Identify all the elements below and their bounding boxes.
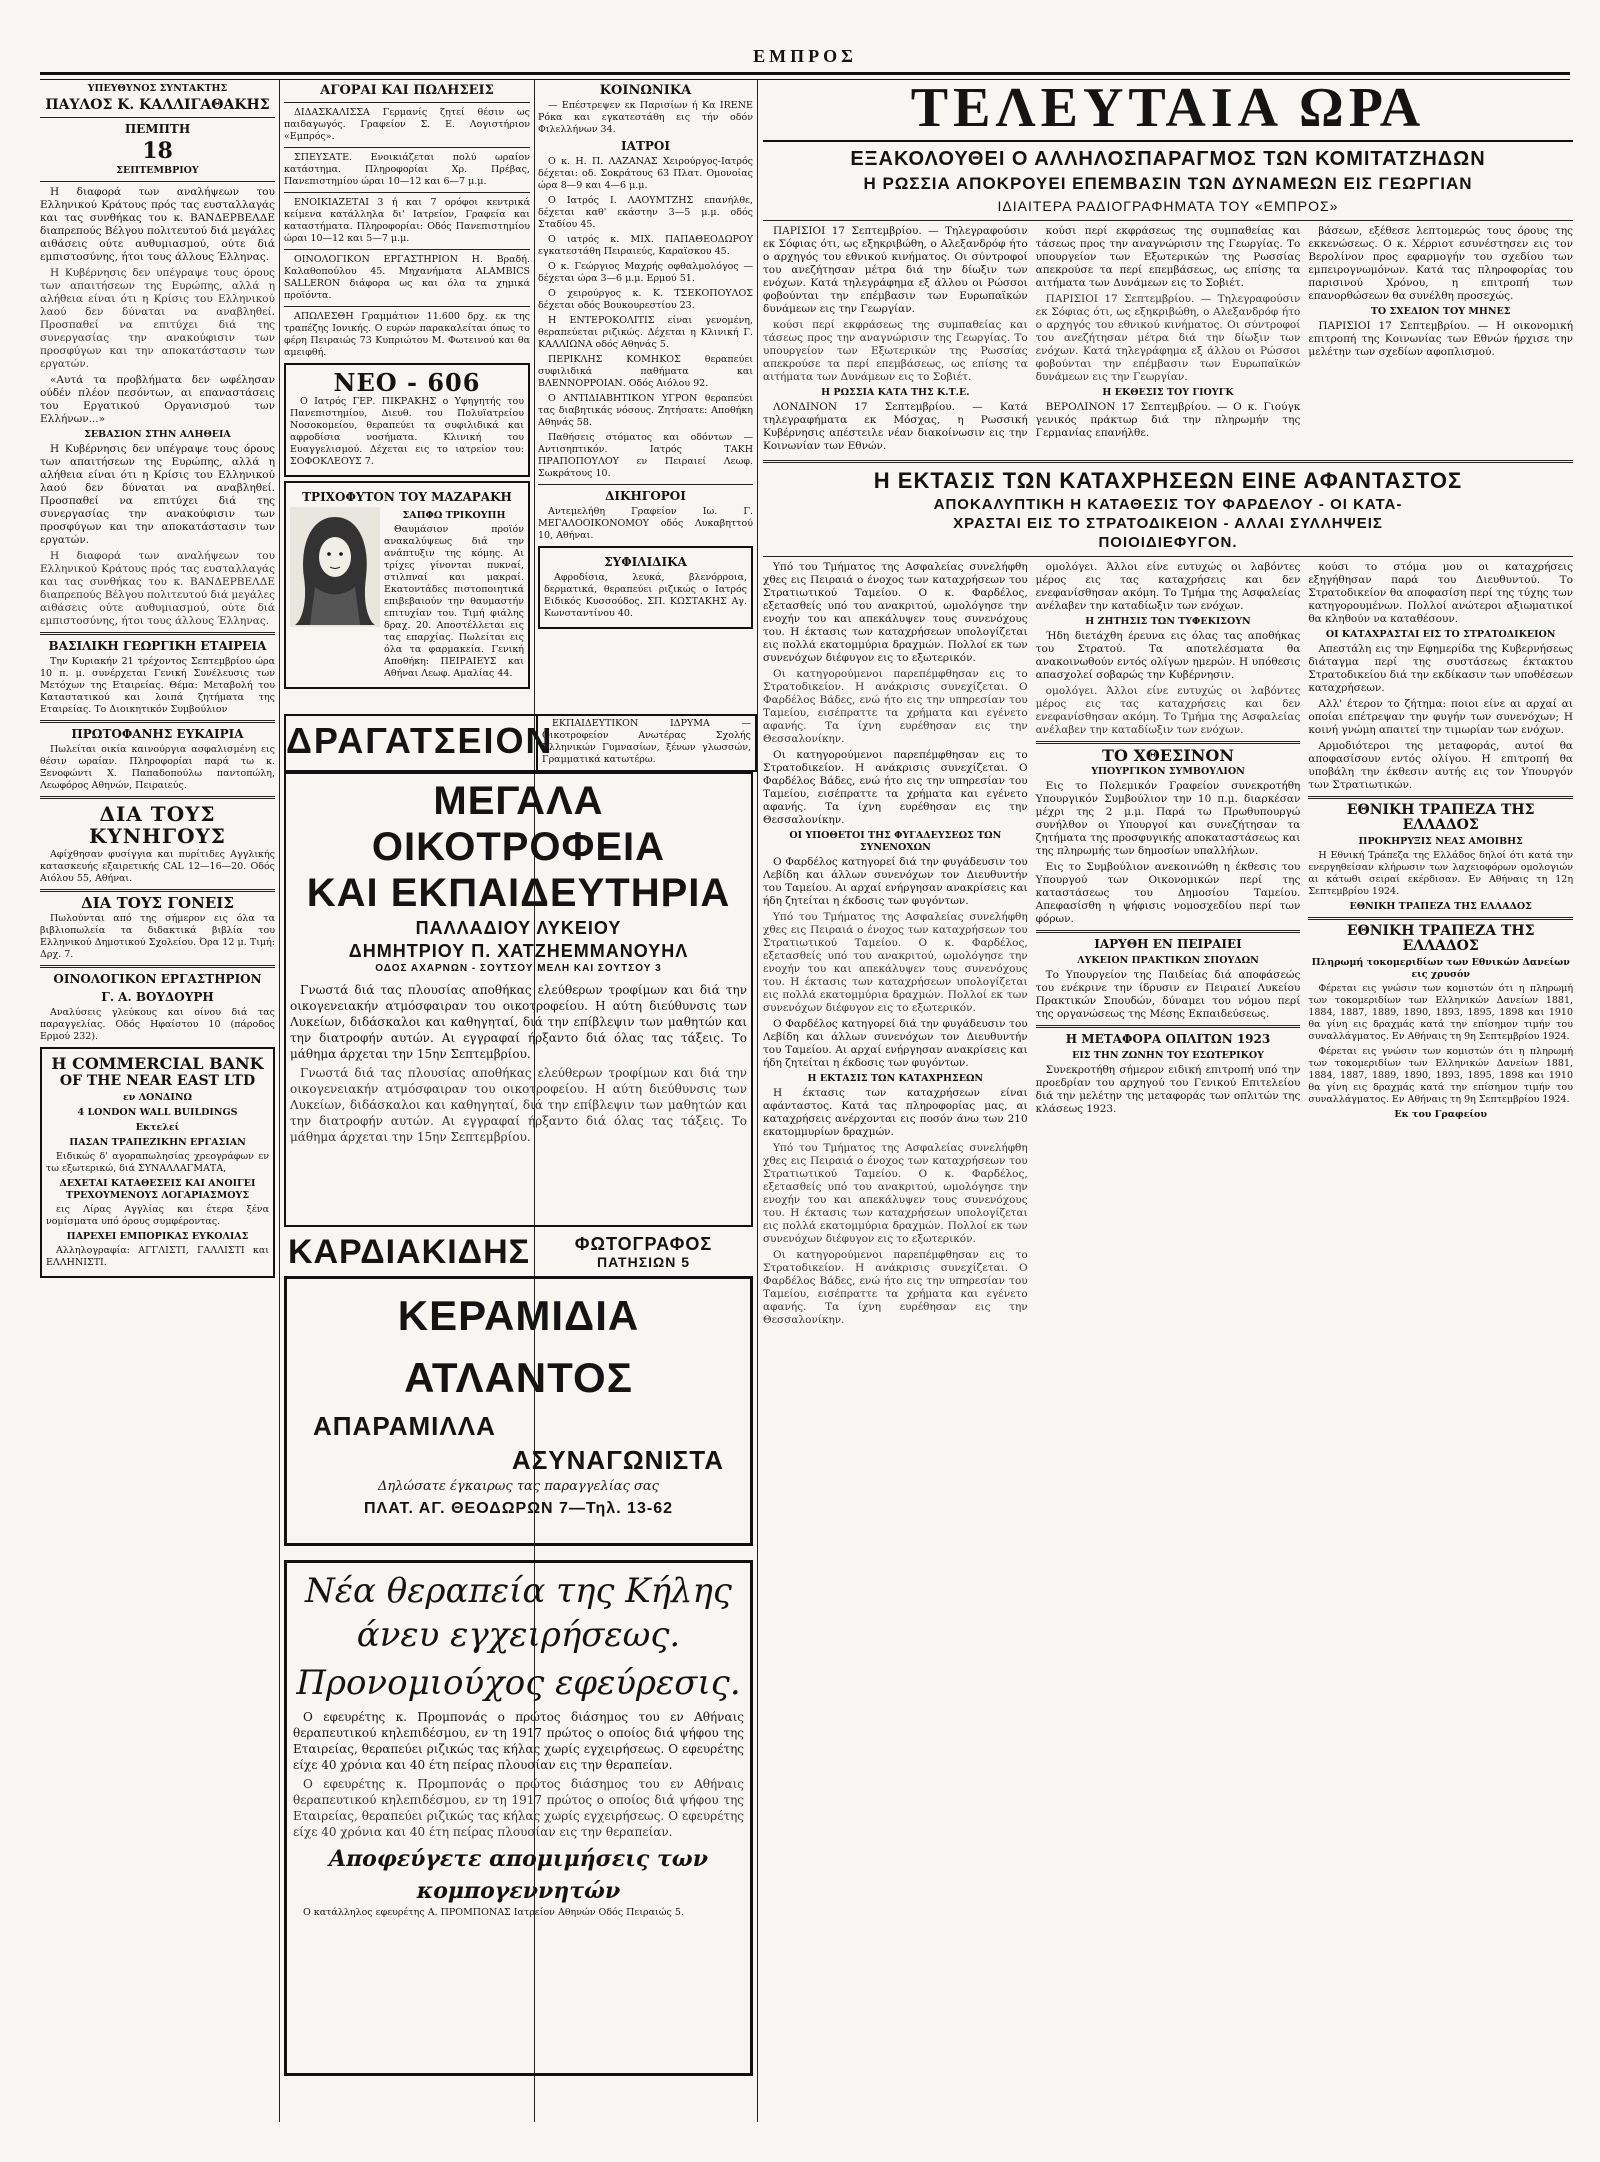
story-paragraph: Οι κατηγορούμενοι παρεπέμφθησαν εις το Στρατοδικείον. Η ανάκρισις συνεχίζεται. Ο Φαρδέλος Βάδες, ενώ ήτο εις την υπηρεσίαν του Ταμείου, εισέπραττε τα χρήματα και εγένετο αφανής. Τα ίχνη ευρέθησαν εις την Θεσσαλονίκην. bbox=[763, 1249, 1028, 1326]
editor-label: ΥΠΕΥΘΥΝΟΣ ΣΥΝΤΑΚΤΗΣ bbox=[87, 83, 228, 94]
story-paragraph: Ήδη διετάχθη έρευνα εις όλας τας αποθήκας του Στρατού. Τα αποτελέσματα θα ανακοινωθούν εντός ολίγων ημερών. Η υπόθεσις απασχολεί σοβαρώς την Κυβέρνησιν. bbox=[1035, 630, 1301, 681]
news-paragraph: κούσι περί εκφράσεως της συμπαθείας και τάσεως προς την αναγνώρισιν της Γεωργίας. Το υπουργείον των Εξωτερικών της Ρωσσίας απεκρούσε τα περί επεμβάσεως, ως επίσης τα αιτήματα των Δυνάμεων εις το Σοβιέτ. bbox=[1035, 225, 1301, 289]
tiles-ad bbox=[284, 1276, 753, 1546]
nat-bank-1-signature: ΕΘΝΙΚΗ ΤΡΑΠΕΖΑ ΤΗΣ ΕΛΛΑΔΟΣ bbox=[1349, 901, 1532, 912]
doctor-item: Ο Ιατρός Ι. ΛΑΟΥΜΤΖΗΣ επανήλθε, δέχεται καθ' εκάστην 3—5 μ.μ. οδός Σταδίου 45. bbox=[538, 195, 753, 230]
story-paragraph: Υπό του Τμήματος της Ασφαλείας συνελήφθη χθες εις Πειραιά ο ένοχος των καταχρήσεων του Στρατιωτικού Ταμείου. Ο κ. Φαρδέλος, εξετασθείς υπό του ανακριτού, ωμολόγησε την ενοχήν του και απεκάλυψεν τους συνενόχους του. Η έκτασις των καταχρήσεων υπολογίζεται εις πολλά εκατομμύρια δραχμών. Πολλοί εκ των συνενόχων διέφυγον εις το εξωτερικόν. bbox=[763, 561, 1028, 664]
date-month: ΣΕΠΤΕΜΒΡΙΟΥ bbox=[116, 165, 199, 176]
nat-bank-1-text: Η Εθνική Τράπεζα της Ελλάδος δηλοί ότι κατά την ενεργηθείσαν κλήρωσιν των λαχειοφόρων ομολογιών αι κάτωθι σειραί εκέρδισαν. Εν Αθήναις τη 12η Σεπτεμβρίου 1924. bbox=[1308, 850, 1573, 897]
editor-name: ΠΑΥΛΟΣ Κ. ΚΑΛΛΙΓΑΘΑΚΗΣ bbox=[45, 97, 270, 113]
dragatseion-ad bbox=[284, 714, 757, 772]
ad-wine-text: Αναλύσεις γλεύκους και οίνου διά τας παραγγελίας. Οδός Ηφαίστου 10 (πάροδος Ερμού 232). bbox=[40, 1007, 275, 1042]
story-paragraph: Ο Φαρδέλος κατηγορεί διά την φυγάδευσιν του Λεβίδη και άλλων συνενόχων τον Διευθυντήν του Ταμείου. Αι αρχαί ενήργησαν ανακρίσεις και ήδη ζητείται η έκδοσις των φυγόντων. bbox=[763, 1018, 1028, 1069]
ad-neo-text: Ο Ιατρός ΓΕΡ. ΠΙΚΡΑΚΗΣ ο Υφηγητής του Πανεπιστημίου, Διευθ. του Πολυϊατρείου Νοσοκομείου, θεραπεύει τα συφιλιδικά και αφροδίσια νοσήματα. Κλινική του Ευαγγελισμού. Δέχεται εις το ιατρείον του: ΣΟΦΟΚΛΕΟΥΣ 7. bbox=[290, 396, 524, 467]
transfer-subtitle: ΕΙΣ ΤΗΝ ΖΩΝΗΝ ΤΟΥ ΕΣΩΤΕΡΙΚΟΥ bbox=[1072, 1050, 1264, 1061]
news-col-a bbox=[763, 225, 1028, 456]
story-paragraph: Υπό του Τμήματος της Ασφαλείας συνελήφθη χθες εις Πειραιά ο ένοχος των καταχρήσεων του Στρατιωτικού Ταμείου. Ο κ. Φαρδέλος, εξετασθείς υπό του ανακριτού, ωμολόγησε την ενοχήν του και απεκάλυψεν τους συνενόχους του. Η έκτασις των καταχρήσεων υπολογίζεται εις πολλά εκατομμύρια δραχμών. Πολλοί εκ των συνενόχων διέφυγον εις το εξωτερικόν. bbox=[763, 911, 1028, 1014]
column-1 bbox=[40, 80, 275, 2122]
story-paragraph: Εις το Συμβούλιον ανεκοινώθη η έκθεσις του Υπουργού των Οικονομικών περί της καταστάσεως του Δημοσίου Ταμείου. Απεφασίσθη η ψήφισις νομοσχεδίου περί των φόρων. bbox=[1035, 861, 1301, 925]
story-paragraph: ομολόγει. Άλλοι είνε ευτυχώς οι λαβόντες μέρος εις τας καταχρήσεις και δεν ενεφανίσθησαν ακόμη. Το Τμήμα της Ασφαλείας ανέλαβεν την καταδίωξιν των ενόχων. bbox=[1035, 685, 1301, 736]
woman-portrait-icon bbox=[290, 507, 380, 627]
ad-opportunity-title: ΠΡΩΤΟΦΑΝΗΣ ΕΥΚΑΙΡΙΑ bbox=[71, 727, 244, 741]
nat-bank-2-text: Φέρεται εις γνώσιν των κομιστών ότι η πληρωμή των τοκομεριδίων των Ελληνικών Δανείων 1881, 1884, 1887, 1889, 1890, 1893, 1895, 1898 και 1910 θα γίνη εις δραχμάς κατά την επίσημον τιμήν του συναλλάγματος. Εν Αθήναις τη 9η Σεπτεμβρίου 1924. bbox=[1308, 983, 1573, 1042]
hernia-title-3: Προνομιούχος εφεύρεσις. bbox=[296, 1663, 741, 1703]
tiles-sub1: ΑΠΑΡΑΜΙΛΛΑ bbox=[313, 1411, 496, 1441]
classified-item: ΟΙΝΟΛΟΓΙΚΟΝ ΕΡΓΑΣΤΗΡΙΟΝ Η. Βραδή. Καλαθοπούλου 45. Μηχανήματα ALAMBICS SALLERON διάφορα ως και όλα τα χημικά προϊόντα. bbox=[284, 254, 530, 301]
news-col-c bbox=[1308, 225, 1573, 456]
doctor-item: Ο ΑΝΤΙΔΙΑΒΗΤΙΚΟΝ ΥΓΡΟΝ θεραπεύει τας διαβητικάς νόσους. Ζητήσατε: Αποθήκη Αθηνάς 58. bbox=[538, 393, 753, 428]
story-paragraph: Υπό του Τμήματος της Ασφαλείας συνελήφθη χθες εις Πειραιά ο ένοχος των καταχρήσεων του Στρατιωτικού Ταμείου. Ο κ. Φαρδέλος, εξετασθείς υπό του ανακριτού, ωμολόγησε την ενοχήν του και απεκάλυψεν τους συνενόχους του. Η έκτασις των καταχρήσεων υπολογίζεται εις πολλά εκατομμύρια δραχμών. Πολλοί εκ των συνενόχων διέφυγον εις το εξωτερικόν. bbox=[763, 1142, 1028, 1245]
subheading: ΟΙ ΥΠΟΘΕΤΟΙ ΤΗΣ ΦΥΓΑΔΕΥΣΕΩΣ ΤΩΝ ΣΥΝΕΝΟΧΩΝ bbox=[789, 830, 1002, 853]
bank-ad bbox=[40, 1047, 275, 1278]
hernia-warning: Αποφεύγετε απομιμήσεις των κομπογεννητών bbox=[329, 1846, 708, 1904]
news-paragraph: ΠΑΡΙΣΙΟΙ 17 Σεπτεμβρίου. — Τηλεγραφούσιν εκ Σόφιας ότι, ως εξηκριβώθη, ο Αλεξανδρόφ ήτο ο αρχηγός του εθνικού κινήματος. Οι σύντροφοί του ανεζήτησαν μέτρα διά την δίωξιν των ενόχων. Κατά τηλεγράφημα εξ άλλου οι Ρώσσοι φοβούνται την επέμβασιν των Ευρωπαϊκών δυνάμεων εις την Γεωργίαν. bbox=[763, 225, 1028, 315]
ad-hunters-title: ΔΙΑ ΤΟΥΣ ΚΥΝΗΓΟΥΣ bbox=[89, 802, 226, 848]
doctor-item: ΠΕΡΙΚΛΗΣ ΚΟΜΗΚΟΣ θεραπεύει συφιλιδικά παθήματα και ΒΛΕΝΝΟΡΡΟΙΑΝ. Οδός Αιόλου 92. bbox=[538, 354, 753, 389]
ad-neo-606 bbox=[284, 363, 530, 477]
doctor-item: Ο ιατρός κ. ΜΙΧ. ΠΑΠΑΘΕΟΔΩΡΟΥ εγκατεστάθη Πειραιεύς, Καραϊσκου 45. bbox=[538, 234, 753, 257]
transfer-title: Η ΜΕΤΑΦΟΡΑ ΟΠΛΙΤΩΝ 1923 bbox=[1065, 1032, 1271, 1046]
school-lyceum: ΠΑΛΛΑΔΙΟΥ ΛΥΚΕΙΟΥ bbox=[415, 918, 622, 938]
bank-name-1: Η COMMERCIAL BANK bbox=[51, 1054, 264, 1073]
photographer-ad bbox=[284, 1232, 753, 1272]
ad-agri-title: ΒΑΣΙΛΙΚΗ ΓΕΩΡΓΙΚΗ ΕΤΑΙΡΕΙΑ bbox=[48, 639, 267, 653]
photographer-label: ΦΩΤΟΓΡΑΦΟΣ bbox=[574, 1234, 713, 1254]
photographer-address: ΠΑΤΗΣΙΩΝ 5 bbox=[596, 1254, 691, 1270]
subheading-truth: ΣΕΒΑΣΙΟΝ ΣΤΗΝ ΑΛΗΘΕΙΑ bbox=[84, 429, 231, 440]
story-paragraph: Ο Φαρδέλος κατηγορεί διά την φυγάδευσιν του Λεβίδη και άλλων συνενόχων τον Διευθυντήν του Ταμείου. Αι αρχαί ενήργησαν ανακρίσεις και ήδη ζητείται η έκδοσις των φυγόντων. bbox=[763, 856, 1028, 907]
column-divider bbox=[757, 80, 758, 2122]
hernia-text-cont: Ο εφευρέτης κ. Προμπονάς ο πρώτος διάσημος του εν Αθήναις θεραπευτικού κηλεπιδέσμου, εν τη 1917 πρώτος ο οποίος διά ψήφου της Εταιρείας, θεραπεύει ριζικώς τας κήλας χωρίς εγχειρήσεως. Ο εφευρέτης είχε 40 χρόνια και 40 έτη πείρας πλουσίαν εις την θεραπείαν. bbox=[293, 1777, 744, 1839]
story-paragraph: Το Υπουργείον της Παιδείας διά αποφάσεώς του ενέκρινε την ίδρυσιν εν Πειραιεί Λυκείου Πρακτικών Σπουδών, δύναμει του νόμου περί της οργανώσεως της Μέσης Εκπαιδεύσεως. bbox=[1035, 969, 1301, 1020]
truth-article: Η Κυβέρνησις δεν υπέγραψε τους όρους των απαιτήσεων της Ευρώπης, αλλά η αλήθεια είναι ότι η Κρίσις του Ελληνικού λαού δεν δύναται να αναβληθεί. Προσπαθεί να επιτύχει διά της συνεργασίας την ανακούφισιν των προσφύγων και την αποκατάστασιν των εργατών. bbox=[40, 443, 275, 546]
story-col-c bbox=[1308, 561, 1573, 1330]
news-col-b bbox=[1036, 225, 1301, 456]
piraeus-subtitle: ΛΥΚΕΙΟΝ ΠΡΑΚΤΙΚΩΝ ΣΠΟΥΔΩΝ bbox=[1077, 955, 1259, 966]
nat-bank-2-text-cont: Φέρεται εις γνώσιν των κομιστών ότι η πληρωμή των τοκομεριδίων των Ελληνικών Δανείων 1881, 1884, 1887, 1889, 1890, 1893, 1895, 1898 και 1910 θα γίνη εις δραχμάς κατά την επίσημον τιμήν του συναλλάγματος. Εν Αθήναις τη 9η Σεπτεμβρίου 1924. bbox=[1308, 1046, 1573, 1105]
news-paragraph: ΛΟΝΔΙΝΟΝ 17 Σεπτεμβρίου. — Κατά τηλεγραφήματα εκ Μόσχας, η Ρωσσική Κυβέρνησις απέστειλε νέαν διακοίνωσιν εις την Κοινωνίαν των Εθνών. bbox=[763, 401, 1028, 452]
classified-item: ΕΝΟΙΚΙΑΖΕΤΑΙ 3 ή και 7 ορόφοι κεντρικά κείμενα κατάλληλα δι' Ιατρείον, Γραφεία και καταστήματα. Πληροφορίαι: Οδός Πανεπιστημίου ώραι 10—12 και 5—7 μ.μ. bbox=[284, 197, 530, 244]
masthead: ΕΜΠΡΟΣ bbox=[753, 46, 857, 66]
bank-city: εν ΛΟΝΔΙΝΩ bbox=[123, 1092, 192, 1103]
subheading: ΤΟ ΣΧΕΔΙΟΝ ΤΟΥ ΜΗΝΕΣ bbox=[1370, 306, 1511, 317]
date-day: 18 bbox=[142, 138, 173, 164]
truth-article-cont: Η διαφορά των αναλήψεων του Ελληνικού Κράτους πρός τας ευσταλλαγάς και τας συνθήκας του κ. ΒΑΝΔΕΡΒΕΛΔΕ διαπρεπούς Βέλγου πολιτευτού διά μεγάλες αιθάσεις ούτε αυθυμιασμού, ούτε διά εμπιστοσύνης, ήτοι τους άλλους Έλληνας. bbox=[40, 550, 275, 627]
bank-currencies: εις Λίρας Αγγλίας και έτερα ξένα νομίσματα υπό όρους συμφέροντας. bbox=[46, 1204, 269, 1227]
social-title: ΚΟΙΝΩΝΙΚΑ bbox=[599, 83, 692, 98]
weekday: ΠΕΜΠΤΗ bbox=[124, 122, 191, 136]
hernia-title-2: άνευ εγχειρήσεως. bbox=[356, 1615, 681, 1655]
headline-4: Η ΕΚΤΑΣΙΣ ΤΩΝ ΚΑΤΑΧΡΗΣΕΩΝ ΕΙΝΕ ΑΦΑΝΤΑΣΤΟΣ bbox=[873, 468, 1463, 493]
lawyers-text: Αντεμελήθη Γραφείον Ιω. Γ. ΜΕΓΑΛΟΟΙΚΟΝΟΜΟΥ οδός Λυκαβηττού 10, Αθήναι. bbox=[538, 506, 753, 541]
doctor-item: Ο κ. Γεώργιος Μαχρής οφθαλμολόγος — δέχεται ώρα 3—6 μ.μ. Ερμού 51. bbox=[538, 261, 753, 284]
intro-article: Η διαφορά των αναλήψεων του Ελληνικού Κράτους πρός τας ευσταλλαγάς και τας συνθήκας του κ. ΒΑΝΔΕΡΒΕΛΔΕ διαπρεπούς Βέλγου πολιτευτού διά μεγάλες αιθάσεις ούτε αυθυμιασμού, ούτε διά εμπιστοσύνης, ήτοι τους άλλους Έλληνας. bbox=[40, 186, 275, 263]
tiles-text: Δηλώσατε έγκαιρως τας παραγγελίας σας bbox=[378, 1479, 659, 1494]
news-paragraph: βάσεων, εξέθεσε λεπτομερώς τους όρους της εκκενώσεως. Ο κ. Χέρριοτ εσυνέστησεν εις τον Βερολίνον προς εφαρμογήν του σχεδίου των εμπειρογνωμόνων. Κατά τας πληροφορίας του παρισινού Χρόνου, η επιτροπή των επανορθώσεων θα συνέλθη προσεχώς. bbox=[1308, 225, 1573, 302]
school-ad bbox=[284, 772, 753, 1227]
story-paragraph: Συνεκροτήθη σήμερον ειδική επιτροπή υπό την προεδρίαν του αρχηγού του Γενικού Επιτελείου διά την μελέτην της μεταφοράς των οπλιτών της κλάσεως 1923. bbox=[1035, 1064, 1301, 1115]
top-rule bbox=[40, 72, 1570, 80]
hernia-text: Ο εφευρέτης κ. Προμπονάς ο πρώτος διάσημος του εν Αθήναις θεραπευτικού κηλεπιδέσμου, εν τη 1917 πρώτος ο οποίος διά ψήφου της Εταιρείας, θεραπεύει ριζικώς τας κήλας χωρίς εγχειρήσεως. Ο εφευρέτης είχε 40 χρόνια και 40 έτη πείρας πλουσίαν εις την θεραπείαν. bbox=[293, 1710, 744, 1772]
nat-bank-2-title: ΕΘΝΙΚΗ ΤΡΑΠΕΖΑ ΤΗΣ ΕΛΛΑΔΟΣ bbox=[1346, 923, 1535, 954]
news-paragraph: ΠΑΡΙΣΙΟΙ 17 Σεπτεμβρίου. — Τηλεγραφούσιν εκ Σόφιας ότι, ως εξηκριβώθη, ο Αλεξανδρόφ ήτο ο αρχηγός του εθνικού κινήματος. Οι σύντροφοί του ανεζήτησαν μέτρα διά την δίωξιν των ενόχων. Κατά τηλεγράφημα εξ άλλου οι Ρώσσοι φοβούνται την επέμβασιν των Ευρωπαϊκών δυνάμεων εις την Γεωργίαν. bbox=[1035, 293, 1301, 383]
classified-item: ΑΠΩΛΕΣΘΗ Γραμμάτιον 11.600 δρχ. εκ της τραπέζης Ιονικής. Ο ευρών παρακαλείται όπως το φέρη Πειραιώς 73 Κυπριώτου Μ. Φωτεινού και θα αμειφθή. bbox=[284, 311, 530, 358]
doctor-item: Ο χειρούργος κ. Κ. ΤΣΕΚΟΠΟΥΛΟΣ δέχεται οδός Βουκουρεστίου 23. bbox=[538, 288, 753, 311]
classifieds-title: ΑΓΟΡΑΙ ΚΑΙ ΠΩΛΗΣΕΙΣ bbox=[320, 83, 494, 98]
nat-bank-1-title: ΕΘΝΙΚΗ ΤΡΑΠΕΖΑ ΤΗΣ ΕΛΛΑΔΟΣ bbox=[1346, 802, 1535, 833]
ad-hair bbox=[284, 481, 530, 689]
photographer-name: ΚΑΡΔΙΑΚΙΔΗΣ bbox=[287, 1233, 531, 1271]
ad-parents-title: ΔΙΑ ΤΟΥΣ ΓΟΝΕΙΣ bbox=[81, 894, 234, 912]
story-paragraph: Η έκτασις των καταχρήσεων είναι αφάνταστος. Κατά τας πληροφορίας μας, αι καταχρήσεις ανέρχονται εις ποσόν άνω των 210 εκατομμυρίων δραχμών. bbox=[763, 1087, 1028, 1138]
classified-item: ΔΙΔΑΣΚΑΛΙΣΣΑ Γερμανίς ζητεί θέσιν ως παιδαγωγός. Γραφείον Σ. Ε. Λογιστήριον «Εμπρός». bbox=[284, 107, 530, 142]
ad-hair-text: Θαυμάσιον προϊόν ανακαλύψεως διά την ανάπτυξιν της κόμης. Αι τρίχες γίνονται πυκναί, στιλπναί και μακραί. Εκατοντάδες πιστοποιητικά επιβεβαιούν την θαυμαστήν επιτυχίαν του. Τιμή φιάλης δραχ. 20. Αποστέλλεται εις τας επαρχίας. Πωλείται εις όλα τα φαρμακεία. Γενική Αποθήκη: ΠΕΙΡΑΙΕΥΣ και Αθήναι Λεωφ. Αμαλίας 44. bbox=[384, 524, 524, 679]
doctor-item: Παθήσεις στόματος και οδόντων — Αντισηπτικόν. Ιατρός ΤΑΚΗ ΠΡΑΠΟΠΟΥΛΟΥ εν Πειραιεί Λεωφ. Σωκράτους 10. bbox=[538, 432, 753, 479]
quote-text: «Αυτά τα προβλήματα δεν ωφέλησαν ούδέν πλέον πεσόντων, αι επαναστάσεις του Εργατικού Οργανισμού των Ελλήνων...» bbox=[40, 374, 275, 425]
school-title-1: ΜΕΓΑΛΑ ΟΙΚΟΤΡΟΦΕΙΑ bbox=[371, 779, 666, 869]
main-news bbox=[763, 80, 1573, 2122]
story-paragraph: Αλλ' έτερον το ζήτημα: ποιοι είνε αι αρχαί αι οποίαι επέτρεψαν την φυγήν των συνενόχων; Η κοινή γνώμη απαιτεί την τιμωρίαν των ενόχων. bbox=[1308, 698, 1573, 736]
hernia-ad bbox=[284, 1560, 753, 2076]
story-col-a bbox=[763, 561, 1028, 1330]
hernia-title-1: Νέα θεραπεία της Κήλης bbox=[305, 1571, 732, 1611]
ad-syphilis-text: Αφροδίσια, λευκά, βλενόρροια, δερματικά, θεραπεύει ριζικώς ο Ιατρός Ειδικός Κυσσούδος. ΣΠ. ΚΩΣΤΑΚΗΣ Αγ. Κωνσταντίνου 40. bbox=[544, 572, 747, 619]
story-paragraph: Οι κατηγορούμενοι παρεπέμφθησαν εις το Στρατοδικείον. Η ανάκρισις συνεχίζεται. Ο Φαρδέλος Βάδες, ενώ ήτο εις την υπηρεσίαν του Ταμείου, εισέπραττε τα χρήματα και εγένετο αφανής. Τα ίχνη ευρέθησαν εις την Θεσσαλονίκην. bbox=[763, 749, 1028, 826]
subheading: Η ΕΚΤΑΣΙΣ ΤΩΝ ΚΑΤΑΧΡΗΣΕΩΝ bbox=[807, 1073, 984, 1084]
school-address: ΟΔΟΣ ΑΧΑΡΝΩΝ - ΣΟΥΤΣΟΥ ΜΕΛΗ ΚΑΙ ΣΟΥΤΣΟΥ 3 bbox=[375, 963, 662, 974]
doctor-item: Ο κ. Η. Π. ΛΑΖΑΝΑΣ Χειρούργος-Ιατρός δέχεται: οδ. Σοκράτους 63 Πλατ. Ομονοίας ώρα 8—9 και 4—6 μ.μ. bbox=[538, 156, 753, 191]
classified-item: ΣΠΕΥΣΑΤΕ. Ενοικιάζεται πολύ ωραίον κατάστημα. Πληροφορίαι Χρ. Πρέβας, Πανεπιστημίου ώραι 10—12 και 6—7 μ.μ. bbox=[284, 152, 530, 187]
story-col-b bbox=[1036, 561, 1301, 1330]
headline-5b: ΧΡΑΣΤΑΙ ΕΙΣ ΤΟ ΣΤΡΑΤΟΔΙΚΕΙΟΝ - ΑΛΛΑΙ ΣΥΛΛΗΨΕΙΣ bbox=[953, 515, 1383, 532]
ad-syphilis-title: ΣΥΦΙΛΙΔΙΚΑ bbox=[604, 555, 687, 569]
bank-deposits: ΔΕΧΕΤΑΙ ΚΑΤΑΘΕΣΕΙΣ ΚΑΙ ΑΝΟΙΓΕΙ ΤΡΕΧΟΥΜΕΝΟΥΣ ΛΟΓΑΡΙΑΣΜΟΥΣ bbox=[59, 1178, 256, 1201]
ad-wine-title: ΟΙΝΟΛΟΓΙΚΟΝ ΕΡΓΑΣΤΗΡΙΟΝ bbox=[53, 972, 262, 986]
school-title-2: ΚΑΙ ΕΚΠΑΙΔΕΥΤΗΡΙΑ bbox=[306, 871, 731, 915]
ad-parents-text: Πωλούνται από της σήμερον εις όλα τα βιβλιοπωλεία τα διδακτικά βιβλία του Ελληνικού Δημοτικού Σχολείου. Όρα 12 μ. Τιμή: Δρχ. 7. bbox=[40, 913, 275, 960]
banner-title: ΤΕΛΕΥΤΑΙΑ ΩΡΑ bbox=[910, 80, 1426, 139]
headline-2: Η ΡΩΣΣΙΑ ΑΠΟΚΡΟΥΕΙ ΕΠΕΜΒΑΣΙΝ ΤΩΝ ΔΥΝΑΜΕΩΝ ΕΙΣ ΓΕΩΡΓΙΑΝ bbox=[863, 174, 1473, 193]
tiles-sub2: ΑΣΥΝΑΓΩΝΙΣΤΑ bbox=[511, 1445, 724, 1475]
doctor-item: Η ΕΝΤΕΡΟΚΟΛΙΤΙΣ είναι γενομένη, θεραπεύεται ριζικώς. Δέχεται η Κλινική Γ. ΚΑΛΛΙΩΝΑ οδός Αθηνάς 5. bbox=[538, 315, 753, 350]
headline-5a: ΑΠΟΚΑΛΥΠΤΙΚΗ Η ΚΑΤΑΘΕΣΙΣ ΤΟΥ ΦΑΡΔΕΛΟΥ - ΟΙ ΚΑΤΑ- bbox=[933, 496, 1403, 513]
school-director: ΔΗΜΗΤΡΙΟΥ Π. ΧΑΤΖΗΕΜΜΑΝΟΥΗΛ bbox=[348, 941, 689, 961]
story-paragraph: Εις το Πολεμικόν Γραφείον συνεκροτήθη Υπουργικόν Συμβούλιον την 10 π.μ. διαρκέσαν μέχρι της 2 μ.μ. Παρά τω Πρωθυπουργώ συνήλθον οι Υπουργοί και συνεζήτησαν τα ζητήματα της προσφυγικής αποκαταστάσεως και της πληρωμής των δημοσίων υπαλλήλων. bbox=[1035, 780, 1301, 857]
school-text: Γνωστά διά τας πλουσίας αποθήκας ελεύθερων τροφίμων και διά την οικογενειακήν ατμόσφαιραν του οικοτροφείου. Η αύτη διεύθυνσις των Λυκείων, διδάσκαλοι και καθηγηταί, διά την επίβλεψιν των μαθητών και την διατροφήν αυτών. Αι εγγραφαί ήρξαντο διά όλας τας τάξεις. Το μάθημα άρχεται την 15ην Σεπτεμβρίου. bbox=[290, 983, 747, 1061]
piraeus-title: ΙΑΡΥΘΗ ΕΝ ΠΕΙΡΑΙΕΙ bbox=[1094, 937, 1242, 951]
council-subtitle: ΥΠΟΥΡΓΙΚΟΝ ΣΥΜΒΟΥΛΙΟΝ bbox=[1091, 766, 1245, 777]
lawyers-title: ΔΙΚΗΓΟΡΟΙ bbox=[605, 489, 686, 503]
bank-address: 4 LONDON WALL BUILDINGS bbox=[77, 1107, 238, 1118]
bank-securities: Ειδικώς δ' αγοραπωλησίας χρεογράφων εν τω εξωτερικώ, διά ΣΥΝΑΛΛΑΓΜΑΤΑ, bbox=[46, 1151, 269, 1174]
news-paragraph: ΒΕΡΟΛΙΝΟΝ 17 Σεπτεμβρίου. — Ο κ. Γιούγκ γενικός πράκτωρ διά την πληρωμήν της Γερμανίας επανήλθε. bbox=[1035, 401, 1301, 439]
subheading: Η ΖΗΤΗΣΙΣ ΤΩΝ ΤΥΦΕΚΙΣΟΥΝ bbox=[1085, 616, 1251, 627]
council-title: ΤΟ ΧΘΕΣΙΝΟΝ bbox=[1102, 746, 1234, 765]
headline-3: ΙΔΙΑΙΤΕΡΑ ΡΑΔΙΟΓΡΑΦΗΜΑΤΑ ΤΟΥ «ΕΜΠΡΟΣ» bbox=[997, 198, 1339, 214]
headline-1: ΕΞΑΚΟΛΟΥΘΕΙ Ο ΑΛΛΗΛΟΣΠΑΡΑΓΜΟΣ ΤΩΝ ΚΟΜΙΤΑΤΖΗΔΩΝ bbox=[850, 148, 1486, 170]
subheading: ΟΙ ΚΑΤΑΧΡΑΣΤΑΙ ΕΙΣ ΤΟ ΣΤΡΑΤΟΔΙΚΕΙΟΝ bbox=[1325, 629, 1556, 640]
subheading: Η ΕΚΘΕΣΙΣ ΤΟΥ ΓΙΟΥΓΚ bbox=[1102, 387, 1234, 398]
ad-wine-name: Γ. Α. ΒΟΥΔΟΥΡΗ bbox=[101, 990, 214, 1004]
column-divider bbox=[279, 80, 280, 2122]
hernia-footer: Ο κατάλληλος εφευρέτης Α. ΠΡΟΜΠΟΝΑΣ Ιατρείον Αθηνών Οδός Πειραιώς 5. bbox=[303, 1907, 684, 1918]
social-text: — Επέστρεψεν εκ Παρισίων ή Κα IRENE Ρόκα και εγκατεστάθη εις τήν οδόν Φιλελλήνων 34. bbox=[538, 100, 753, 135]
ad-hair-name: ΣΑΠΦΩ ΤΡΙΚΟΥΠΗ bbox=[402, 510, 506, 521]
news-paragraph: κούσι περί εκφράσεως της συμπαθείας και τάσεως προς την αναγνώρισιν της Γεωργίας. Το υπουργείον των Εξωτερικών της Ρωσσίας απεκρούσε τα περί επεμβάσεως, ως επίσης τα αιτήματα των Δυνάμεων εις το Σοβιέτ. bbox=[763, 319, 1028, 383]
story-paragraph: Αρμοδιότεροι της μεταφοράς, αυτοί θα αποφασίσουν εντός ολίγου. Η επιτροπή θα υποβάλη την έκθεσιν αυτής εις τον Υπουργόν των Στρατιωτικών. bbox=[1308, 740, 1573, 791]
ad-hair-title: ΤΡΙΧΟΦΥΤΟΝ ΤΟΥ ΜΑΖΑΡΑΚΗ bbox=[302, 490, 512, 504]
dragatseion-text: ΕΚΠΑΙΔΕΥΤΙΚΟΝ ΙΔΡΥΜΑ — Οικοτροφείον Ανωτέρας Σχολής Ελληνικών Γυμνασίων, ξένων γλωσσών, Γραμματικά κατωτέρω. bbox=[542, 718, 751, 765]
bank-name-2: OF THE NEAR EAST LTD bbox=[59, 1073, 256, 1089]
ad-hunters-text: Αφίχθησαν φυσίγγια και πυρίτιδες Αγγλικής κατασκευής εξαιρετικής CAL 12—16—20. Οδός Αιόλου 55, Αθήναι. bbox=[40, 849, 275, 884]
ad-opportunity-text: Πωλείται οικία καινούργια ασφαλισμένη εις θέσιν ωραίαν. Πληροφορίαι παρά τω κ. Ξενοφώντι Χ. Παπαδοπούλω παντοπώλη, Λεωφόρος Αθηνών, Πειραιεύς. bbox=[40, 744, 275, 791]
nat-bank-1-subtitle: ΠΡΟΚΗΡΥΞΙΣ ΝΕΑΣ ΑΜΟΙΒΗΣ bbox=[1358, 836, 1523, 847]
tiles-address: ΠΛΑΤ. ΑΓ. ΘΕΟΔΩΡΩΝ 7—Τηλ. 13-62 bbox=[364, 1500, 673, 1517]
column-3 bbox=[538, 80, 753, 710]
story-paragraph: ομολόγει. Άλλοι είνε ευτυχώς οι λαβόντες μέρος εις τας καταχρήσεις και δεν ενεφανίσθησαν ακόμη. Το Τμήμα της Ασφαλείας ανέλαβεν την καταδίωξιν των ενόχων. bbox=[1035, 561, 1301, 612]
tiles-title: ΚΕΡΑΜΙΔΙΑ ΑΤΛΑΝΤΟΣ bbox=[397, 1292, 640, 1401]
bank-facilities: ΠΑΡΕΧΕΙ ΕΜΠΟΡΙΚΑΣ ΕΥΚΟΛΙΑΣ bbox=[66, 1231, 249, 1242]
nat-bank-2-signature: Εκ του Γραφείου bbox=[1394, 1109, 1487, 1120]
school-text-cont: Γνωστά διά τας πλουσίας αποθήκας ελεύθερων τροφίμων και διά την οικογενειακήν ατμόσφαιραν του οικοτροφείου. Η αύτη διεύθυνσις των Λυκείων, διδάσκαλοι και καθηγηταί, διά την επίβλεψιν των μαθητών και την διατροφήν αυτών. Αι εγγραφαί ήρξαντο διά όλας τας τάξεις. Το μάθημα άρχεται την 15ην Σεπτεμβρίου. bbox=[290, 1066, 747, 1144]
news-paragraph: ΠΑΡΙΣΙΟΙ 17 Σεπτεμβρίου. — Η οικονομική επιτροπή της Κοινωνίας των Εθνών ήρχισε την μελέτην των σχεδίων αφοπλισμού. bbox=[1308, 320, 1573, 358]
ad-agri-text: Την Κυριακήν 21 τρέχοντος Σεπτεμβρίου ώρα 10 π. μ. συνέρχεται Γενική Συνέλευσις των Μετόχων της Εταιρείας. Θέμα: Μεταβολή του Καταστατικού και λοιπά ζητήματα της Εταιρείας. Το Διοικητικόν Συμβούλιον bbox=[40, 656, 275, 715]
intro-article-cont: Η Κυβέρνησις δεν υπέγραψε τους όρους των απαιτήσεων της Ευρώπης, αλλά η αλήθεια είναι ότι η Κρίσις του Ελληνικού λαού δεν δύναται να αναβληθεί. Προσπαθεί να επιτύχει διά της συνεργασίας την ανακούφισιν των προσφύγων και την αποκατάστασιν των εργατών. bbox=[40, 267, 275, 370]
doctors-title: ΙΑΤΡΟΙ bbox=[621, 139, 670, 153]
bank-correspondence: Αλληλογραφία: ΑΓΓΛΙΣΤΙ, ΓΑΛΛΙΣΤΙ και ΕΛΛΗΝΙΣΤΙ. bbox=[46, 1245, 269, 1268]
story-paragraph: Οι κατηγορούμενοι παρεπέμφθησαν εις το Στρατοδικείον. Η ανάκρισις συνεχίζεται. Ο Φαρδέλος Βάδες, ενώ ήτο εις την υπηρεσίαν του Ταμείου, εισέπραττε τα χρήματα και εγένετο αφανής. Τα ίχνη ευρέθησαν εις την Θεσσαλονίκην. bbox=[763, 668, 1028, 745]
ad-neo-title: ΝΕΟ - 606 bbox=[333, 368, 481, 397]
headline-5c: ΠΟΙΟΙΔΙΕΦΥΓΟΝ. bbox=[1098, 534, 1238, 551]
dragatseion-title: ΔΡΑΓΑΤΣΕΙΟΝ bbox=[286, 716, 538, 770]
bank-all-work: ΠΑΣΑΝ ΤΡΑΠΕΖΙΚΗΝ ΕΡΓΑΣΙΑΝ bbox=[69, 1137, 246, 1148]
bank-executes: Εκτελεί bbox=[135, 1122, 180, 1133]
story-paragraph: κούσι το στόμα μου οι καταχρήσεις εξηγήθησαν παρά του Διευθυντού. Το Στρατοδικείον θα αποφασίση περί της τύχης των κατηγορουμένων. Πολλοί ανώτεροι αξιωματικοί θα κληθούν να καταθέσουν. bbox=[1308, 561, 1573, 625]
ad-syphilis bbox=[538, 546, 753, 629]
subheading: Η ΡΩΣΣΙΑ ΚΑΤΑ ΤΗΣ Κ.Τ.Ε. bbox=[821, 387, 970, 398]
nat-bank-2-subtitle: Πληρωμή τοκομεριδίων των Εθνικών Δανείων εις χρυσόν bbox=[1311, 957, 1570, 980]
story-paragraph: Απεστάλη εις την Εφημερίδα της Κυβερνήσεως διάταγμα περί της συστάσεως έκτακτου Στρατοδικείου διά την εκδίκασιν των υποθέσεων καταχρήσεων. bbox=[1308, 643, 1573, 694]
